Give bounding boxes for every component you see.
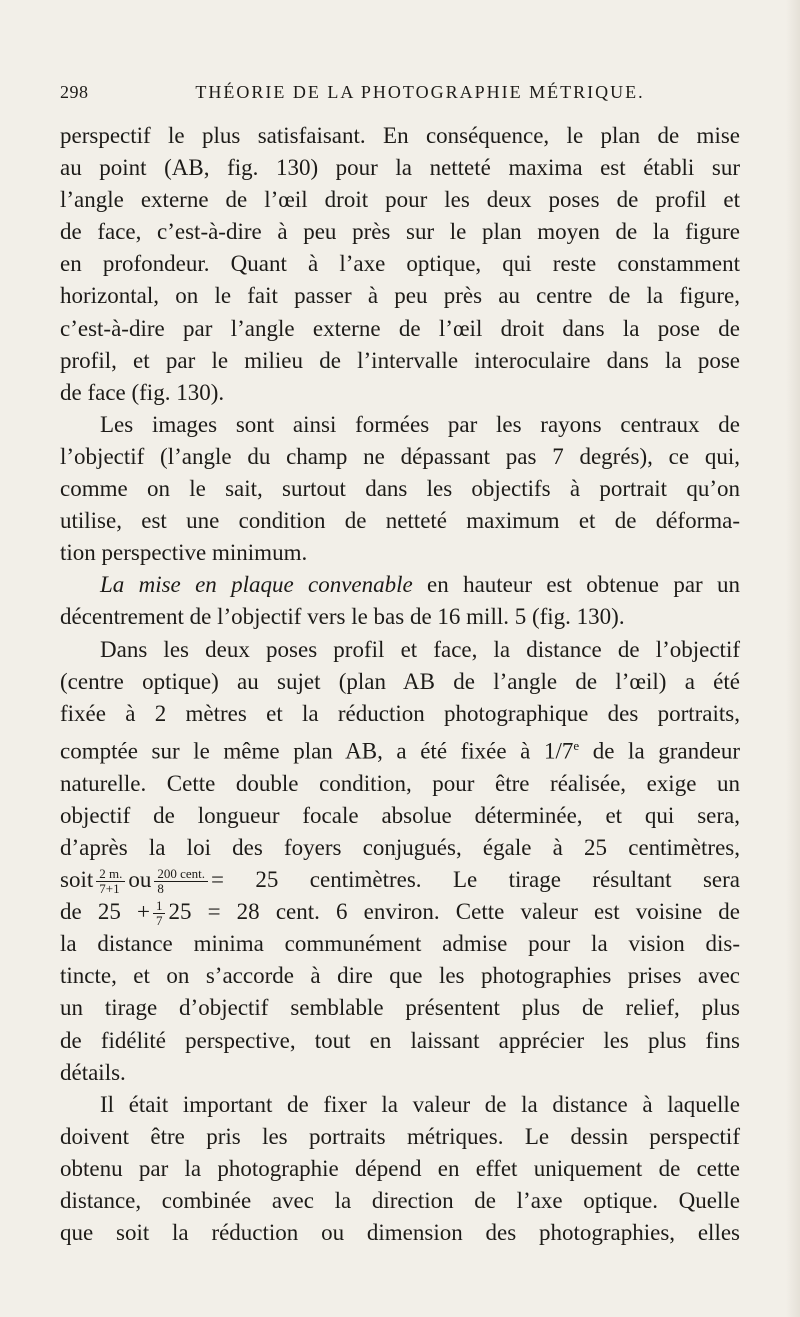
text-line: de face (fig. 130). <box>60 379 225 405</box>
text-line: de face, c’est-à-dire à peu près sur le plan moyen de la figure <box>60 219 740 245</box>
text-fragment: 25 = 28 cent. 6 environ. Cette valeur est voisine de <box>168 899 740 925</box>
text-line: en profondeur. Quant à l’axe optique, qui reste constamment <box>60 251 740 277</box>
text-line: profil, et par le milieu de l’intervalle interoculaire dans la pose <box>60 347 740 373</box>
italic-phrase: La mise en plaque convenable <box>100 572 413 598</box>
text-line: objectif de longueur focale absolue déterminée, et qui sera, <box>60 802 740 828</box>
text-line: d’après la loi des foyers conjugués, égale à 25 centimètres, <box>60 834 740 860</box>
fraction-numerator: 1 <box>153 899 166 914</box>
body-text <box>60 120 740 1249</box>
fraction-denominator: 7 <box>155 913 163 929</box>
text-line: obtenu par la photographie dépend en effet uniquement de cette <box>60 1155 740 1181</box>
text-line: l’objectif (l’angle du champ ne dépassant pas 7 degrés), ce qui, <box>60 443 740 469</box>
text-line: détails. <box>60 1059 126 1085</box>
text-line: au point (AB, fig. 130) pour la netteté maxima est établi sur <box>60 155 740 181</box>
superscript: e <box>573 737 580 753</box>
fraction <box>96 867 125 896</box>
text-line: Les images sont ainsi formées par les rayons centraux de <box>100 411 740 437</box>
text-fragment: comptée sur le même plan AB, a été fixée à 1/7 <box>60 738 574 764</box>
paragraph <box>60 120 740 409</box>
page-number: 298 <box>60 82 89 102</box>
formula-line <box>60 864 740 896</box>
text-fragment: de 25 + <box>60 899 150 925</box>
page-edge-shadow <box>786 0 800 1317</box>
paragraph <box>60 1089 740 1249</box>
text-line: distance, combinée avec la direction de l’axe optique. Quelle <box>60 1188 740 1213</box>
text-line: naturelle. Cette double condition, pour être réalisée, exige un <box>60 770 740 796</box>
text-line: que soit la réduction ou dimension des photographies, elles <box>60 1220 740 1246</box>
paragraph <box>60 634 740 1089</box>
text-line: un tirage d’objectif semblable présentent plus de relief, plus <box>60 995 740 1021</box>
text-fragment: de la grandeur <box>579 738 740 764</box>
running-title: THÉORIE DE LA PHOTOGRAPHIE MÉTRIQUE. <box>195 82 645 102</box>
text-line: comme on le sait, surtout dans les objectifs à portrait qu’on <box>60 476 740 502</box>
text-line: Dans les deux poses profil et face, la distance de l’objectif <box>100 636 740 662</box>
fraction <box>154 867 208 896</box>
text-fragment: soit <box>60 866 94 892</box>
text-line: fixée à 2 mètres et la réduction photographique des portraits, <box>60 700 740 726</box>
paragraph <box>60 409 740 569</box>
page-header <box>60 82 740 112</box>
fraction <box>153 899 166 928</box>
text-line <box>60 730 740 768</box>
text-line: tincte, et on s’accorde à dire que les photographies prises avec <box>60 963 740 989</box>
text-line: Il était important de fixer la valeur de la distance à laquelle <box>100 1091 740 1117</box>
fraction-denominator: 7+1 <box>99 881 120 897</box>
text-line: tion perspective minimum. <box>60 540 308 566</box>
formula-line <box>60 896 740 928</box>
text-line: l’angle externe de l’œil droit pour les deux poses de profil et <box>60 187 740 213</box>
text-fragment: ou <box>128 866 152 892</box>
text-line <box>60 569 740 601</box>
text-line: (centre optique) au sujet (plan AB de l’angle de l’œil) a été <box>60 668 740 694</box>
paragraph <box>60 569 740 633</box>
fraction-numerator: 2 m. <box>96 867 125 882</box>
text-line: perspectif le plus satisfaisant. En conséquence, le plan de mise <box>60 123 740 148</box>
text-fragment: en hauteur est obtenue par un <box>412 572 740 598</box>
fraction-numerator: 200 cent. <box>154 867 208 882</box>
text-line: horizontal, on le fait passer à peu près au centre de la figure, <box>60 283 740 309</box>
text-line: c’est-à-dire par l’angle externe de l’œil droit dans la pose de <box>60 315 740 341</box>
text-line: de fidélité perspective, tout en laissant apprécier les plus fins <box>60 1027 740 1053</box>
text-line: utilise, est une condition de netteté maximum et de déforma- <box>60 508 740 534</box>
text-line: la distance minima communément admise pour la vision dis- <box>60 931 740 957</box>
text-line: décentrement de l’objectif vers le bas de 16 mill. 5 (fig. 130). <box>60 604 625 630</box>
text-line: doivent être pris les portraits métriques. Le dessin perspectif <box>60 1123 740 1149</box>
fraction-denominator: 8 <box>157 881 164 897</box>
text-fragment: = 25 centimètres. Le tirage résultant sera <box>211 866 740 892</box>
